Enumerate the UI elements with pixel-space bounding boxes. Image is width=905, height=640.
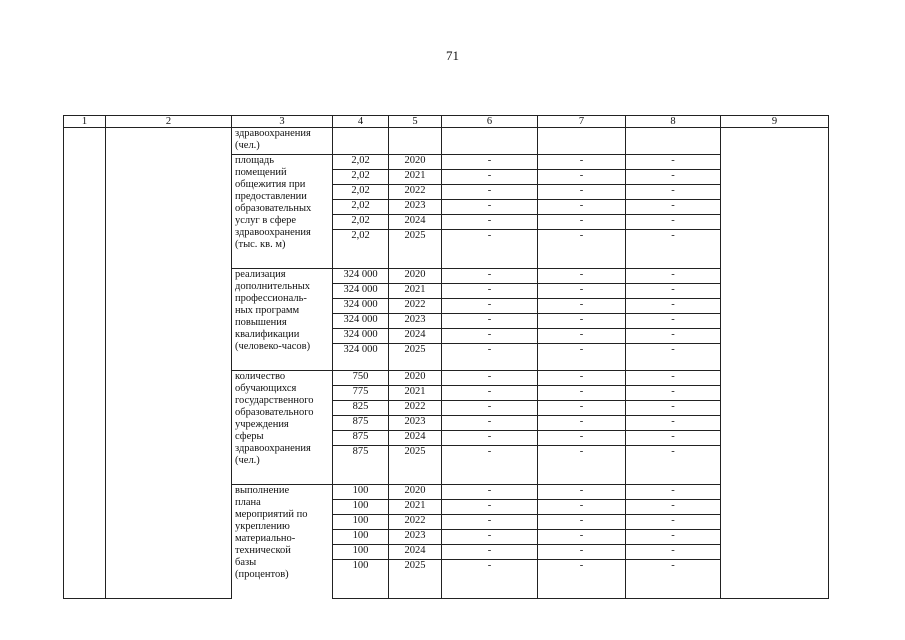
indicator-name-line: обучающихся	[235, 383, 297, 394]
column-6-cell: -	[442, 329, 538, 344]
header-cell: 5	[389, 116, 442, 128]
indicator-name-line: (чел.)	[235, 455, 260, 466]
column-6-cell: -	[442, 299, 538, 314]
column-7-cell: -	[538, 170, 626, 185]
column-6-cell: -	[442, 230, 538, 269]
column-6-cell: -	[442, 485, 538, 500]
indicator-name-line: (тыс. кв. м)	[235, 239, 286, 250]
column-7-cell: -	[538, 416, 626, 431]
column-6-cell	[442, 128, 538, 155]
indicator-name-line: материально-	[235, 533, 296, 544]
column-8-cell: -	[626, 344, 721, 371]
column-7-cell: -	[538, 515, 626, 530]
value-cell: 100	[333, 515, 389, 530]
column-7-cell: -	[538, 299, 626, 314]
column-8-cell: -	[626, 515, 721, 530]
indicator-name-line: помещений	[235, 167, 287, 178]
value-cell: 875	[333, 416, 389, 431]
year-cell: 2024	[389, 545, 442, 560]
column-2-cell	[106, 128, 232, 599]
year-cell: 2021	[389, 386, 442, 401]
year-cell: 2020	[389, 485, 442, 500]
column-8-cell: -	[626, 230, 721, 269]
column-6-cell: -	[442, 431, 538, 446]
column-7-cell: -	[538, 431, 626, 446]
column-8-cell: -	[626, 500, 721, 515]
value-cell	[333, 128, 389, 155]
column-8-cell: -	[626, 431, 721, 446]
table-row	[64, 128, 829, 155]
column-6-cell: -	[442, 386, 538, 401]
value-cell: 2,02	[333, 170, 389, 185]
column-6-cell: -	[442, 200, 538, 215]
value-cell: 100	[333, 485, 389, 500]
column-7-cell: -	[538, 560, 626, 599]
year-cell: 2025	[389, 344, 442, 371]
indicator-name-line: площадь	[235, 155, 274, 166]
column-7-cell: -	[538, 401, 626, 416]
indicator-name-line: сферы	[235, 431, 264, 442]
column-7-cell: -	[538, 446, 626, 485]
column-8-cell: -	[626, 545, 721, 560]
year-cell: 2023	[389, 314, 442, 329]
indicator-name-line: выполнение	[235, 485, 290, 496]
header-cell: 7	[538, 116, 626, 128]
header-cell: 4	[333, 116, 389, 128]
year-cell: 2024	[389, 329, 442, 344]
indicator-name-line: образовательных	[235, 203, 312, 214]
header-cell: 2	[106, 116, 232, 128]
column-7-cell: -	[538, 284, 626, 299]
column-7-cell: -	[538, 500, 626, 515]
indicator-name-line: реализация	[235, 269, 286, 280]
header-cell: 3	[232, 116, 333, 128]
column-6-cell: -	[442, 155, 538, 170]
column-8-cell: -	[626, 269, 721, 284]
data-table	[63, 115, 829, 599]
column-6-cell: -	[442, 401, 538, 416]
column-8-cell: -	[626, 155, 721, 170]
indicator-name-line: здравоохранения	[235, 227, 311, 238]
value-cell: 324 000	[333, 314, 389, 329]
column-1-cell	[64, 128, 106, 599]
value-cell: 825	[333, 401, 389, 416]
header-cell: 6	[442, 116, 538, 128]
column-8-cell: -	[626, 371, 721, 386]
column-6-cell: -	[442, 530, 538, 545]
value-cell: 324 000	[333, 329, 389, 344]
indicator-name-line: количество	[235, 371, 286, 382]
year-cell: 2021	[389, 284, 442, 299]
column-6-cell: -	[442, 170, 538, 185]
column-8-cell: -	[626, 314, 721, 329]
column-6-cell: -	[442, 371, 538, 386]
indicator-name-cell	[232, 371, 333, 485]
column-8-cell: -	[626, 329, 721, 344]
column-7-cell: -	[538, 314, 626, 329]
indicator-name-line: базы	[235, 557, 257, 568]
column-8-cell: -	[626, 416, 721, 431]
column-9-cell	[721, 128, 829, 599]
indicator-name-line: укреплению	[235, 521, 290, 532]
column-6-cell: -	[442, 344, 538, 371]
year-cell: 2025	[389, 230, 442, 269]
column-8-cell: -	[626, 401, 721, 416]
indicator-name-line: плана	[235, 497, 261, 508]
indicator-name-line: (процентов)	[235, 569, 289, 580]
value-cell: 875	[333, 446, 389, 485]
value-cell: 100	[333, 530, 389, 545]
year-cell: 2021	[389, 170, 442, 185]
year-cell: 2022	[389, 299, 442, 314]
indicator-name-line: дополнительных	[235, 281, 311, 292]
indicator-name-line: (человеко-часов)	[235, 341, 311, 352]
indicator-name-line: повышения	[235, 317, 287, 328]
column-6-cell: -	[442, 269, 538, 284]
column-6-cell: -	[442, 314, 538, 329]
column-6-cell: -	[442, 185, 538, 200]
column-7-cell: -	[538, 386, 626, 401]
indicator-name-line: государственного	[235, 395, 314, 406]
column-8-cell: -	[626, 284, 721, 299]
indicator-name-line: здравоохранения	[235, 128, 311, 139]
year-cell: 2022	[389, 185, 442, 200]
indicator-name-line: (чел.)	[235, 140, 260, 151]
column-8-cell	[626, 128, 721, 155]
value-cell: 100	[333, 560, 389, 599]
value-cell: 324 000	[333, 269, 389, 284]
column-7-cell: -	[538, 545, 626, 560]
year-cell: 2020	[389, 155, 442, 170]
value-cell: 2,02	[333, 155, 389, 170]
column-8-cell: -	[626, 530, 721, 545]
column-8-cell: -	[626, 170, 721, 185]
column-6-cell: -	[442, 416, 538, 431]
column-7-cell: -	[538, 200, 626, 215]
column-7-cell: -	[538, 371, 626, 386]
column-8-cell: -	[626, 185, 721, 200]
value-cell: 324 000	[333, 344, 389, 371]
indicator-name-line: квалификации	[235, 329, 300, 340]
value-cell: 2,02	[333, 215, 389, 230]
value-cell: 875	[333, 431, 389, 446]
indicator-name-line: образовательного	[235, 407, 314, 418]
year-cell: 2021	[389, 500, 442, 515]
year-cell: 2025	[389, 446, 442, 485]
column-6-cell: -	[442, 284, 538, 299]
column-7-cell: -	[538, 344, 626, 371]
year-cell	[389, 128, 442, 155]
indicator-name-cell	[232, 485, 333, 599]
column-8-cell: -	[626, 299, 721, 314]
indicator-name-line: здравоохранения	[235, 443, 311, 454]
column-7-cell: -	[538, 269, 626, 284]
column-7-cell: -	[538, 155, 626, 170]
value-cell: 100	[333, 545, 389, 560]
value-cell: 2,02	[333, 200, 389, 215]
header-cell: 9	[721, 116, 829, 128]
column-8-cell: -	[626, 386, 721, 401]
column-7-cell: -	[538, 530, 626, 545]
indicator-name-line: общежития при	[235, 179, 306, 190]
indicator-name-cell	[232, 128, 333, 155]
year-cell: 2023	[389, 416, 442, 431]
column-7-cell: -	[538, 329, 626, 344]
column-6-cell: -	[442, 560, 538, 599]
value-cell: 775	[333, 386, 389, 401]
column-7-cell: -	[538, 215, 626, 230]
column-8-cell: -	[626, 485, 721, 500]
page-number: 71	[446, 48, 459, 63]
year-cell: 2023	[389, 530, 442, 545]
year-cell: 2025	[389, 560, 442, 599]
year-cell: 2024	[389, 215, 442, 230]
indicator-name-line: учреждения	[235, 419, 289, 430]
column-6-cell: -	[442, 500, 538, 515]
indicator-name-line: предоставлении	[235, 191, 307, 202]
header-cell: 1	[64, 116, 106, 128]
value-cell: 2,02	[333, 230, 389, 269]
year-cell: 2022	[389, 515, 442, 530]
year-cell: 2020	[389, 269, 442, 284]
value-cell: 324 000	[333, 284, 389, 299]
column-6-cell: -	[442, 515, 538, 530]
column-7-cell: -	[538, 230, 626, 269]
value-cell: 324 000	[333, 299, 389, 314]
year-cell: 2023	[389, 200, 442, 215]
indicator-name-cell	[232, 155, 333, 269]
indicator-name-cell	[232, 269, 333, 371]
indicator-name-line: технической	[235, 545, 291, 556]
indicator-name-line: ных программ	[235, 305, 300, 316]
column-7-cell	[538, 128, 626, 155]
value-cell: 100	[333, 500, 389, 515]
column-8-cell: -	[626, 446, 721, 485]
column-6-cell: -	[442, 215, 538, 230]
table-header-row	[64, 116, 829, 128]
indicator-name-line: профессиональ-	[235, 293, 307, 304]
value-cell: 2,02	[333, 185, 389, 200]
column-7-cell: -	[538, 485, 626, 500]
column-8-cell: -	[626, 200, 721, 215]
column-7-cell: -	[538, 185, 626, 200]
header-cell: 8	[626, 116, 721, 128]
year-cell: 2020	[389, 371, 442, 386]
year-cell: 2022	[389, 401, 442, 416]
indicator-name-line: услуг в сфере	[235, 215, 297, 226]
column-6-cell: -	[442, 545, 538, 560]
value-cell: 750	[333, 371, 389, 386]
column-8-cell: -	[626, 560, 721, 599]
column-8-cell: -	[626, 215, 721, 230]
year-cell: 2024	[389, 431, 442, 446]
indicator-name-line: мероприятий по	[235, 509, 308, 520]
column-6-cell: -	[442, 446, 538, 485]
